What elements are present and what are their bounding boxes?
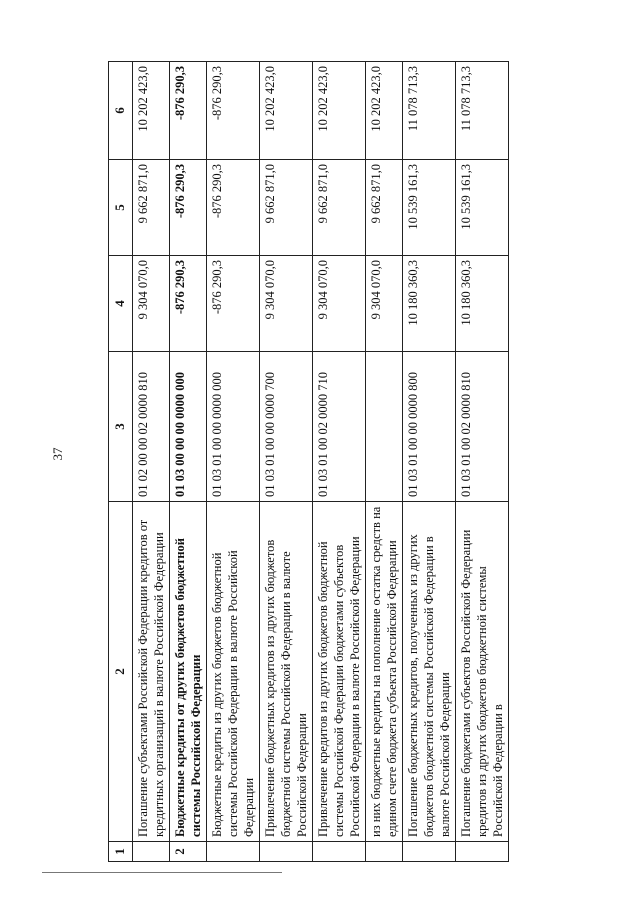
table-row [206,62,259,862]
row-value-6: 10 202 423,0 [259,62,312,160]
row-value-6: 10 202 423,0 [365,62,402,160]
table-row [312,62,365,862]
row-name: Бюджетные кредиты из других бюджетов бюджетной системы Российской Федерации в валюте Российской Федерации [206,502,259,842]
row-number [206,842,259,862]
row-number [455,842,508,862]
row-name: Бюджетные кредиты от других бюджетов бюджетной системы Российской Федерации [169,502,206,842]
row-name: Привлечение бюджетных кредитов из других бюджетов бюджетной системы Российской Федерации в валюте Российской Федерации [259,502,312,842]
row-number [402,842,455,862]
row-value-6: 11 078 713,3 [402,62,455,160]
row-value-5: -876 290,3 [169,160,206,256]
row-value-5: 10 539 161,3 [455,160,508,256]
row-value-5: 10 539 161,3 [402,160,455,256]
row-value-4: 9 304 070,0 [312,256,365,352]
row-number [365,842,402,862]
row-value-4: 10 180 360,3 [455,256,508,352]
row-name: Привлечение кредитов из других бюджетов бюджетной системы Российской Федерации бюджетами субъектов Российской Федерации в валюте Российской Федерации [312,502,365,842]
rotated-table-container [108,62,588,862]
row-value-4: -876 290,3 [169,256,206,352]
row-code: 01 03 00 00 00 0000 000 [169,352,206,502]
row-value-5: 9 662 871,0 [259,160,312,256]
header-col-4: 4 [109,256,133,352]
row-value-4: -876 290,3 [206,256,259,352]
header-col-5: 5 [109,160,133,256]
row-value-6: 10 202 423,0 [132,62,169,160]
row-code: 01 03 01 00 00 0000 700 [259,352,312,502]
table-row [402,62,455,862]
row-value-4: 10 180 360,3 [402,256,455,352]
row-name: Погашение бюджетами субъектов Российской Федерации кредитов из других бюджетов бюджетной системы Российской Федерации в [455,502,508,842]
header-col-2: 2 [109,502,133,842]
row-value-6: 11 078 713,3 [455,62,508,160]
row-value-6: 10 202 423,0 [312,62,365,160]
header-col-6: 6 [109,62,133,160]
row-name: из них бюджетные кредиты на пополнение остатка средств на едином счете бюджета субъекта Российской Федерации [365,502,402,842]
row-code: 01 03 01 00 02 0000 810 [455,352,508,502]
table-header-row [109,62,133,862]
row-name: Погашение бюджетных кредитов, полученных из других бюджетов бюджетной системы Российской Федерации в валюте Российской Федерации [402,502,455,842]
table-row [259,62,312,862]
row-value-6: -876 290,3 [206,62,259,160]
row-code: 01 03 01 00 02 0000 710 [312,352,365,502]
row-name: Погашение субъектами Российской Федерации кредитов от кредитных организаций в валюте Российской Федерации [132,502,169,842]
table-row [169,62,206,862]
row-code: 01 02 00 00 02 0000 810 [132,352,169,502]
row-code: 01 03 01 00 00 0000 800 [402,352,455,502]
header-col-1: 1 [109,842,133,862]
row-number [312,842,365,862]
row-value-4: 9 304 070,0 [259,256,312,352]
table-row [132,62,169,862]
row-value-5: 9 662 871,0 [312,160,365,256]
header-col-3: 3 [109,352,133,502]
table-row [455,62,508,862]
row-value-5: 9 662 871,0 [365,160,402,256]
row-value-4: 9 304 070,0 [365,256,402,352]
budget-credits-table [108,61,509,862]
row-number [259,842,312,862]
table-row [365,62,402,862]
row-value-6: -876 290,3 [169,62,206,160]
row-number [132,842,169,862]
row-value-5: 9 662 871,0 [132,160,169,256]
row-code: 01 03 01 00 00 0000 000 [206,352,259,502]
row-value-4: 9 304 070,0 [132,256,169,352]
page-number: 37 [50,447,65,461]
footer-rule [42,872,282,873]
row-value-5: -876 290,3 [206,160,259,256]
row-number: 2 [169,842,206,862]
row-code [365,352,402,502]
